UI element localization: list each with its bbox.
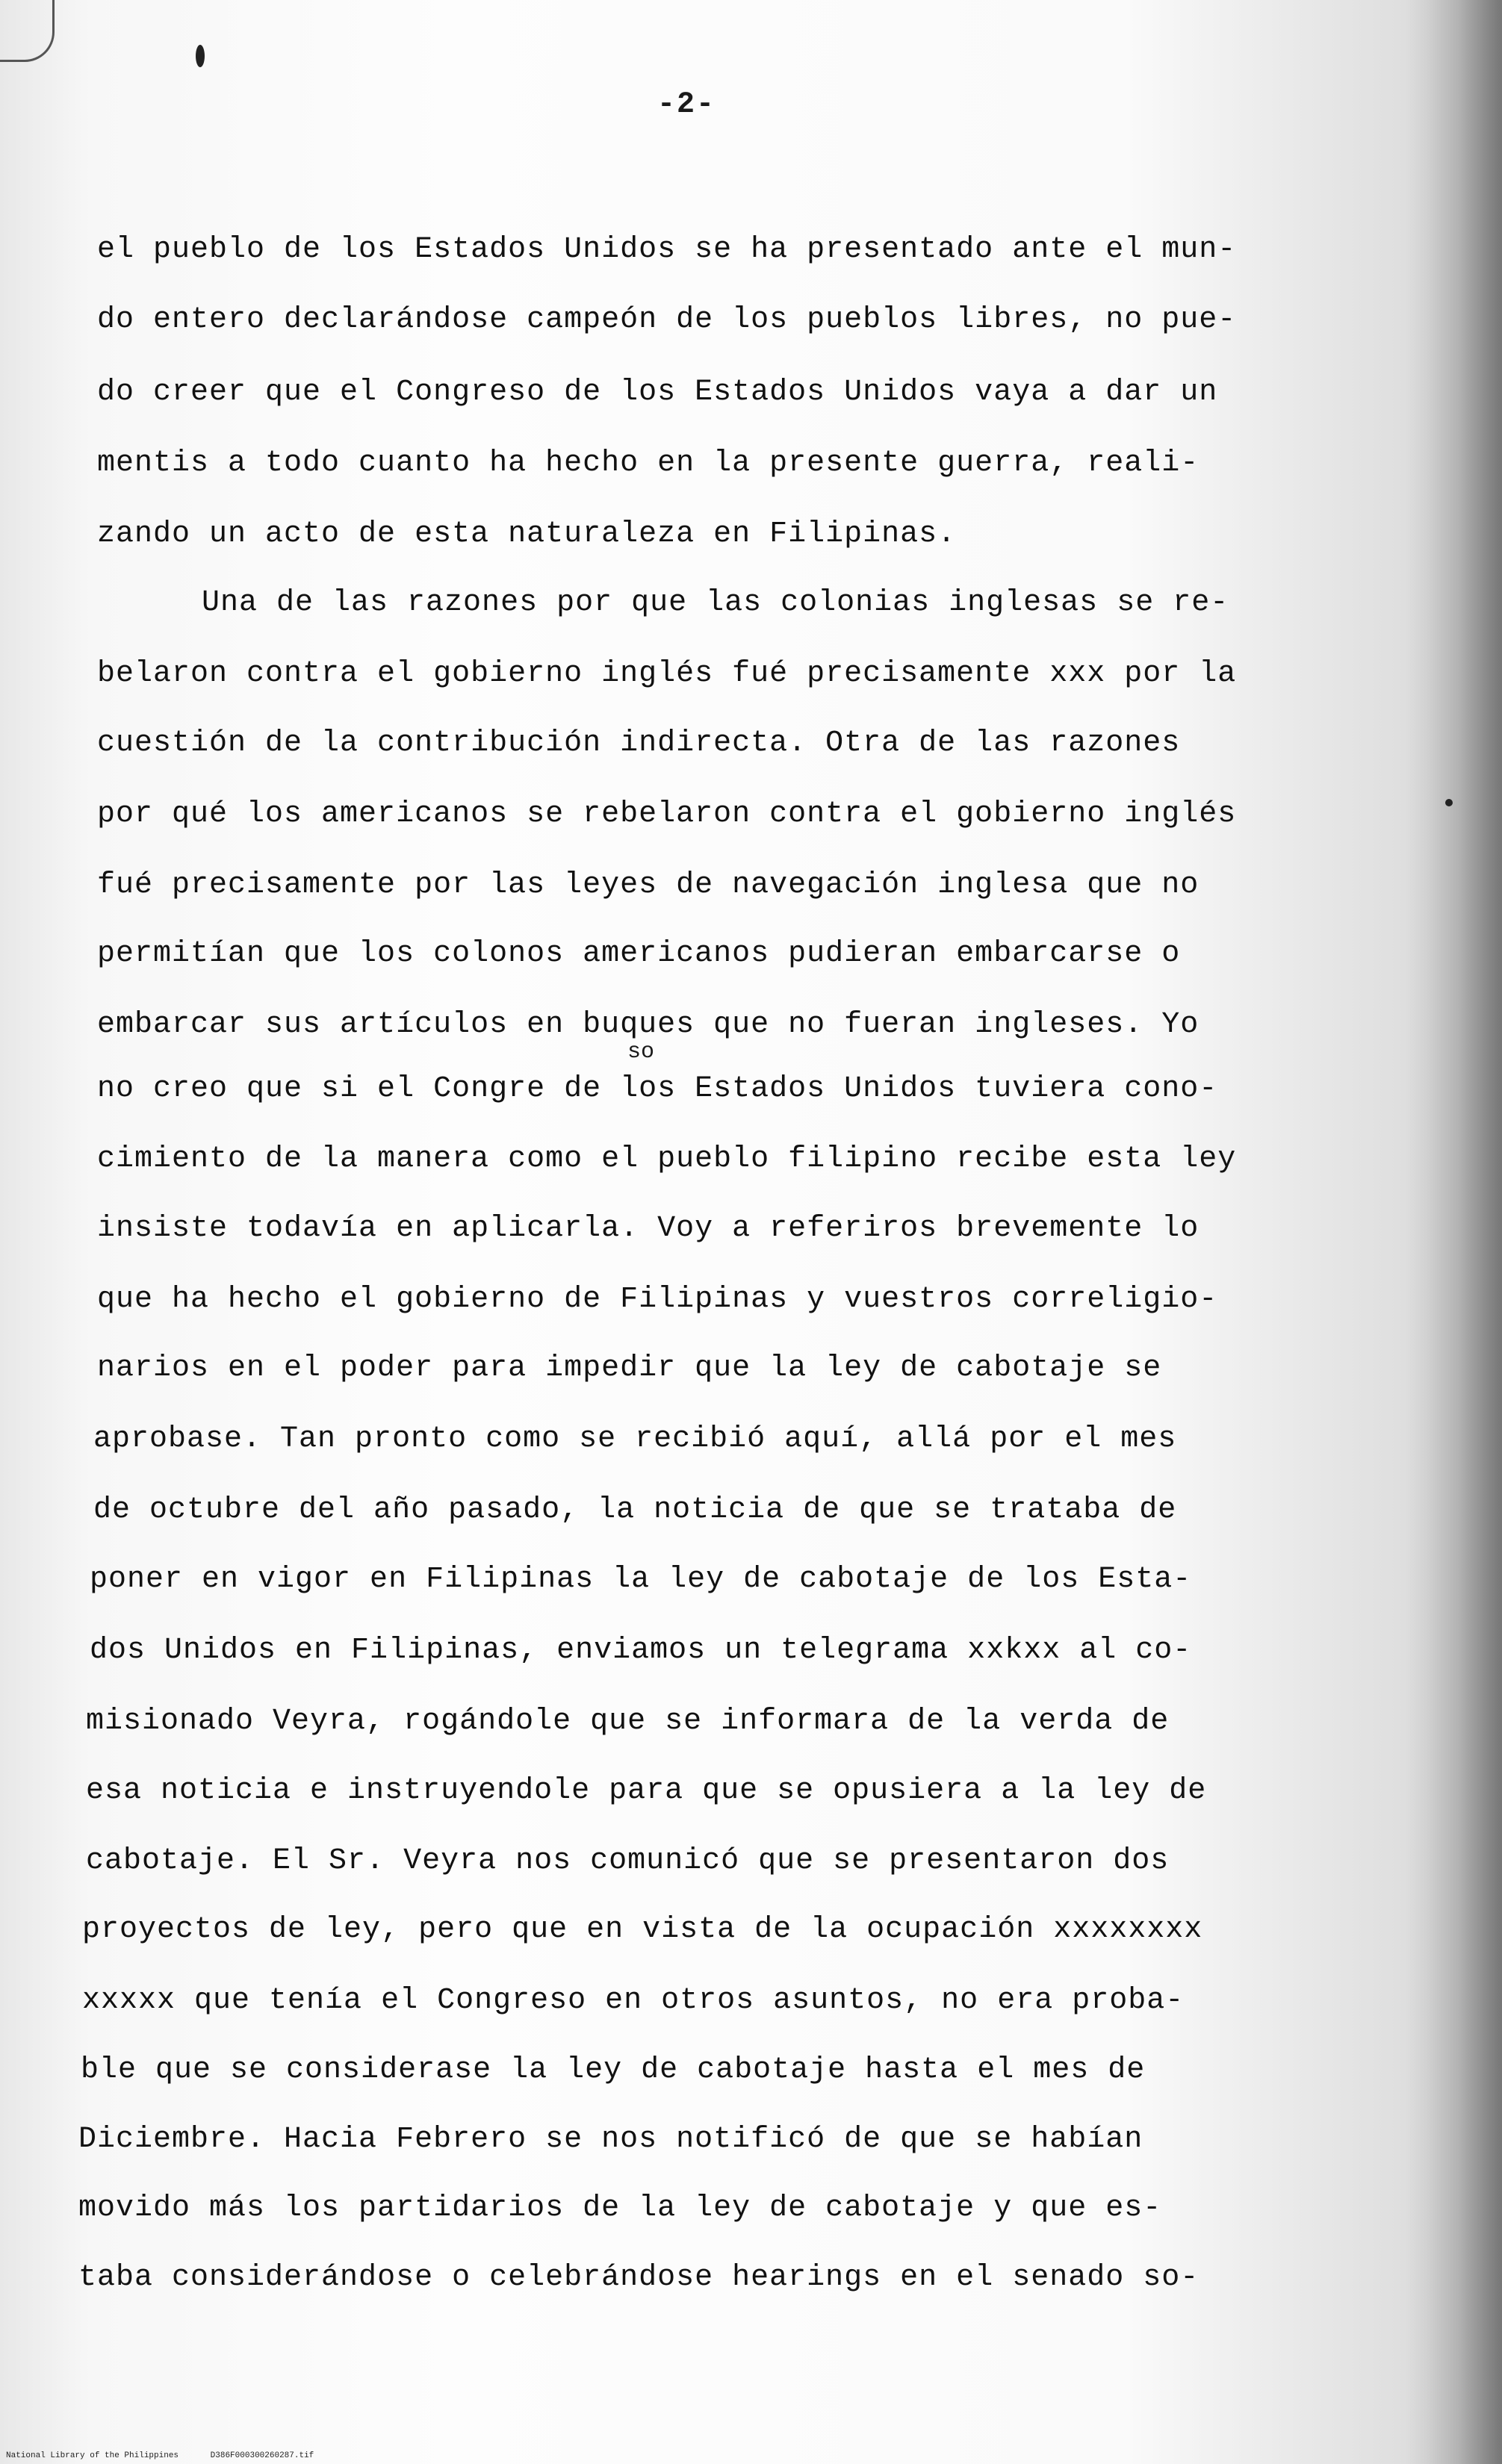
text-line: cimiento de la manera como el pueblo filipino recibe esta ley [97,1142,1237,1176]
text-line: mentis a todo cuanto ha hecho en la presente guerra, reali- [97,447,1200,480]
text-line: por qué los americanos se rebelaron contra el gobierno inglés [97,797,1237,831]
text-line: Diciembre. Hacia Febrero se nos notificó de que se habían [78,2123,1143,2156]
text-line: esa noticia e instruyendole para que se opusiera a la ley de [86,1774,1207,1808]
footer-file-id: D386F000300260287.tif [210,2451,314,2460]
text-line: taba considerándose o celebrándose hearings en el senado so- [78,2261,1200,2295]
text-line: que ha hecho el gobierno de Filipinas y vuestros correligio- [97,1283,1218,1316]
text-line: dos Unidos en Filipinas, enviamos un telegrama xxkxx al co- [90,1634,1192,1667]
text-line: Una de las razones por que las colonias inglesas se re- [202,586,1229,620]
text-line: xxxxx que tenía el Congreso en otros asuntos, no era proba- [82,1984,1185,2017]
text-line: insiste todavía en aplicarla. Voy a referiros brevemente lo [97,1212,1200,1245]
text-line: movido más los partidarios de la ley de cabotaje y que es- [78,2191,1162,2225]
text-line: zando un acto de esta naturaleza en Filipinas. [97,517,957,551]
text-line: misionado Veyra, rogándole que se informara de la verda de [86,1705,1170,1738]
scan-speck [1445,799,1453,806]
footer-institution: National Library of the Philippines [6,2451,179,2460]
scan-footer [6,2451,341,2460]
text-line: no creo que si el Congre de los Estados Unidos tuviera cono- [97,1072,1218,1106]
text-line: permitían que los colonos americanos pudieran embarcarse o [97,937,1181,971]
text-line: de octubre del año pasado, la noticia de que se trataba de [93,1493,1177,1527]
text-line: do creer que el Congreso de los Estados Unidos vaya a dar un [97,376,1218,409]
text-line: fué precisamente por las leyes de navegación inglesa que no [97,868,1200,902]
text-line: embarcar sus artículos en buques que no fueran ingleses. Yo [97,1008,1200,1042]
text-line: proyectos de ley, pero que en vista de la ocupación xxxxxxxx [82,1913,1203,1947]
text-line: ble que se considerase la ley de cabotaje hasta el mes de [81,2053,1146,2087]
text-line: belaron contra el gobierno inglés fué precisamente xxx por la [97,657,1237,691]
scan-edge-shadow [1405,0,1502,2464]
text-line: poner en vigor en Filipinas la ley de cabotaje de los Esta- [90,1563,1192,1596]
text-line: do entero declarándose campeón de los pueblos libres, no pue- [97,303,1237,337]
page-number: -2- [657,88,716,122]
text-line: el pueblo de los Estados Unidos se ha presentado ante el mun- [97,233,1237,267]
text-line: narios en el poder para impedir que la ley de cabotaje se [97,1351,1162,1385]
corner-fold-mark [0,0,55,62]
text-line: aprobase. Tan pronto como se recibió aquí, allá por el mes [93,1422,1177,1456]
typed-insertion: so [627,1039,655,1065]
text-line: cuestión de la contribución indirecta. Otra de las razones [97,727,1181,760]
text-line: cabotaje. El Sr. Veyra nos comunicó que se presentaron dos [86,1844,1170,1878]
scan-speck [196,45,205,67]
